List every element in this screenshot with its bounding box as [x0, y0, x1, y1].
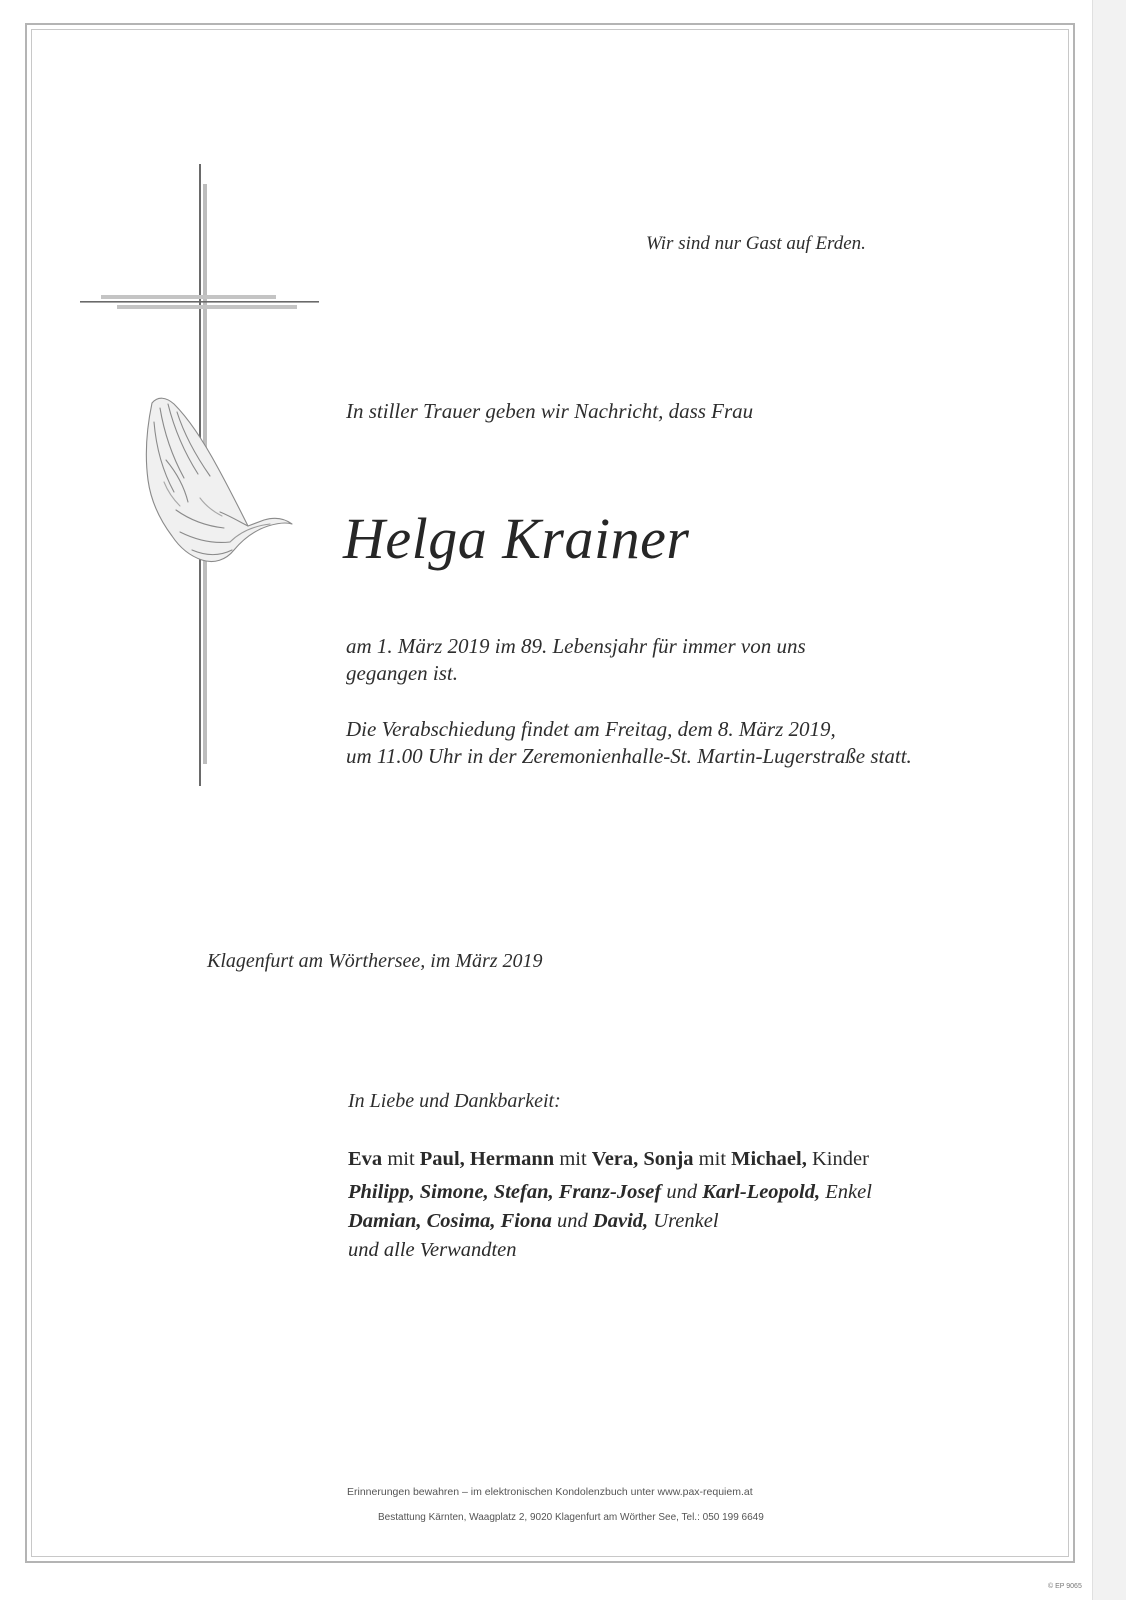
farewell-line-1: Die Verabschiedung findet am Freitag, dem 8. März 2019,	[346, 717, 836, 741]
passing-line-1: am 1. März 2019 im 89. Lebensjahr für immer von uns	[346, 634, 806, 658]
grandchildren-line	[348, 1181, 872, 1204]
document-code: © EP 9065	[1048, 1583, 1082, 1590]
child-name: Sonja	[643, 1148, 694, 1170]
partner-name: Vera,	[591, 1148, 639, 1170]
partner-name: Michael,	[731, 1148, 807, 1170]
connector: und	[661, 1181, 703, 1203]
passing-line-2: gegangen ist.	[346, 661, 458, 685]
intro-text: In stiller Trauer geben wir Nachricht, dass Frau	[346, 399, 754, 423]
great-grandchild-name: David,	[592, 1210, 649, 1232]
praying-hands-icon	[146, 398, 292, 561]
connector: mit	[382, 1148, 420, 1170]
cross-with-praying-hands	[80, 160, 330, 800]
great-grandchildren-line	[348, 1210, 719, 1233]
connector: mit	[693, 1148, 732, 1170]
mourners-heading: In Liebe und Dankbarkeit:	[348, 1090, 561, 1112]
connector: mit	[554, 1148, 592, 1170]
child-name: Eva	[348, 1148, 383, 1170]
child-name: Hermann	[469, 1148, 555, 1170]
grandchildren-names: Philipp, Simone, Stefan, Franz-Josef	[348, 1181, 662, 1203]
footer-address: Bestattung Kärnten, Waagplatz 2, 9020 Klagenfurt am Wörther See, Tel.: 050 199 6649	[378, 1512, 764, 1523]
partner-name: Paul,	[419, 1148, 465, 1170]
relation-label: Kinder	[806, 1148, 869, 1170]
motto: Wir sind nur Gast auf Erden.	[646, 233, 866, 254]
footer-condolence-link: Erinnerungen bewahren – im elektronischen Kondolenzbuch unter www.pax-requiem.at	[347, 1486, 753, 1498]
farewell-line-2: um 11.00 Uhr in der Zeremonienhalle-St. Martin-Lugerstraße statt.	[346, 744, 912, 768]
children-line	[348, 1148, 869, 1171]
grandchild-name: Karl-Leopold,	[702, 1181, 821, 1203]
relation-label: Enkel	[820, 1181, 872, 1203]
page-edge	[1092, 0, 1126, 1600]
relatives-line: und alle Verwandten	[348, 1239, 517, 1261]
relation-label: Urenkel	[648, 1210, 719, 1232]
great-grandchildren-names: Damian, Cosima, Fiona	[348, 1210, 552, 1232]
place-date: Klagenfurt am Wörthersee, im März 2019	[207, 950, 543, 972]
connector: und	[551, 1210, 593, 1232]
deceased-name: Helga Krainer	[343, 506, 690, 571]
